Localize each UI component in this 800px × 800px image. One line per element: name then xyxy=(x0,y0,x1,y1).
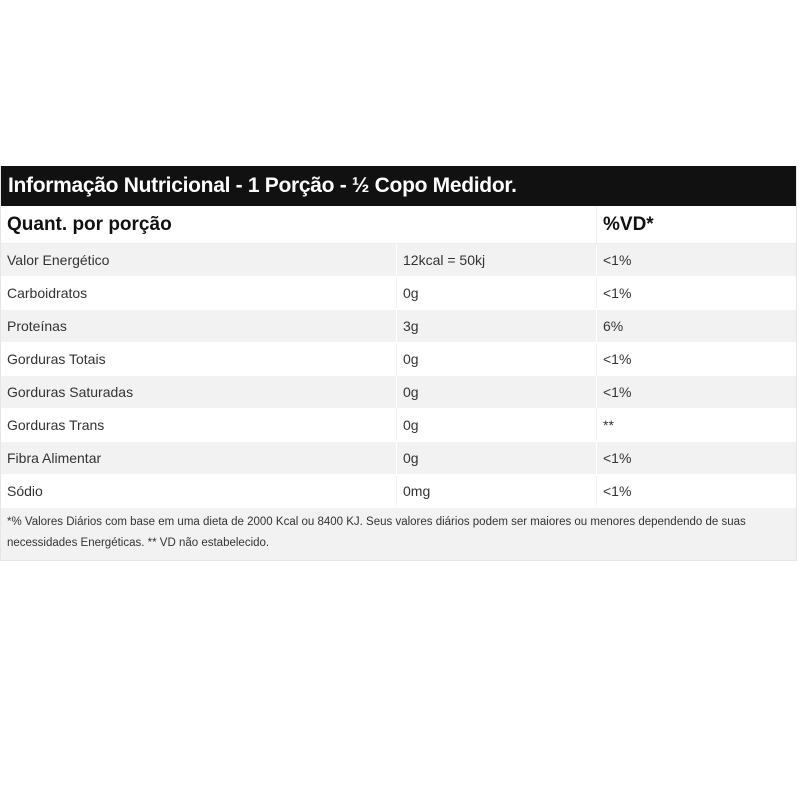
quantity-per-serving-header: Quant. por porção xyxy=(7,214,172,235)
nutrient-amount: 0g xyxy=(397,343,597,375)
nutrient-daily-value: <1% xyxy=(603,483,632,499)
nutrient-name: Proteínas xyxy=(1,310,397,342)
table-row xyxy=(1,343,796,376)
nutrition-facts-table xyxy=(0,166,797,561)
table-row xyxy=(1,244,796,277)
nutrient-name: Gorduras Totais xyxy=(1,343,397,375)
nutrient-daily-value: <1% xyxy=(603,351,632,367)
table-header-row xyxy=(1,206,796,244)
table-title: Informação Nutricional - 1 Porção - ½ Copo Medidor. xyxy=(1,166,796,206)
table-row xyxy=(1,310,796,343)
nutrient-name: Gorduras Saturadas xyxy=(1,376,397,408)
nutrient-name: Sódio xyxy=(1,475,397,507)
nutrient-daily-value: <1% xyxy=(603,252,632,268)
table-row xyxy=(1,376,796,409)
nutrient-amount: 12kcal = 50kj xyxy=(397,244,597,276)
table-row xyxy=(1,277,796,310)
daily-value-header: %VD* xyxy=(603,214,654,235)
amount-header xyxy=(397,206,597,243)
nutrient-daily-value: <1% xyxy=(603,450,632,466)
nutrient-daily-value: 6% xyxy=(603,318,624,334)
nutrient-amount: 0g xyxy=(397,409,597,441)
nutrient-daily-value: <1% xyxy=(603,384,632,400)
nutrient-amount: 0g xyxy=(397,376,597,408)
nutrient-name: Valor Energético xyxy=(1,244,397,276)
nutrient-amount: 0mg xyxy=(397,475,597,507)
nutrient-amount: 0g xyxy=(397,277,597,309)
table-row xyxy=(1,442,796,475)
nutrient-name: Carboidratos xyxy=(1,277,397,309)
nutrient-amount: 3g xyxy=(397,310,597,342)
nutrient-daily-value: <1% xyxy=(603,285,632,301)
nutrient-name: Gorduras Trans xyxy=(1,409,397,441)
nutrient-name: Fibra Alimentar xyxy=(1,442,397,474)
table-row xyxy=(1,475,796,508)
nutrient-daily-value: ** xyxy=(603,417,614,433)
table-footnote: *% Valores Diários com base em uma dieta de 2000 Kcal ou 8400 KJ. Seus valores diários podem ser maiores ou menores dependendo de suas necessidades Energéticas. ** VD não estabelecido. xyxy=(1,508,796,560)
nutrient-amount: 0g xyxy=(397,442,597,474)
table-row xyxy=(1,409,796,442)
